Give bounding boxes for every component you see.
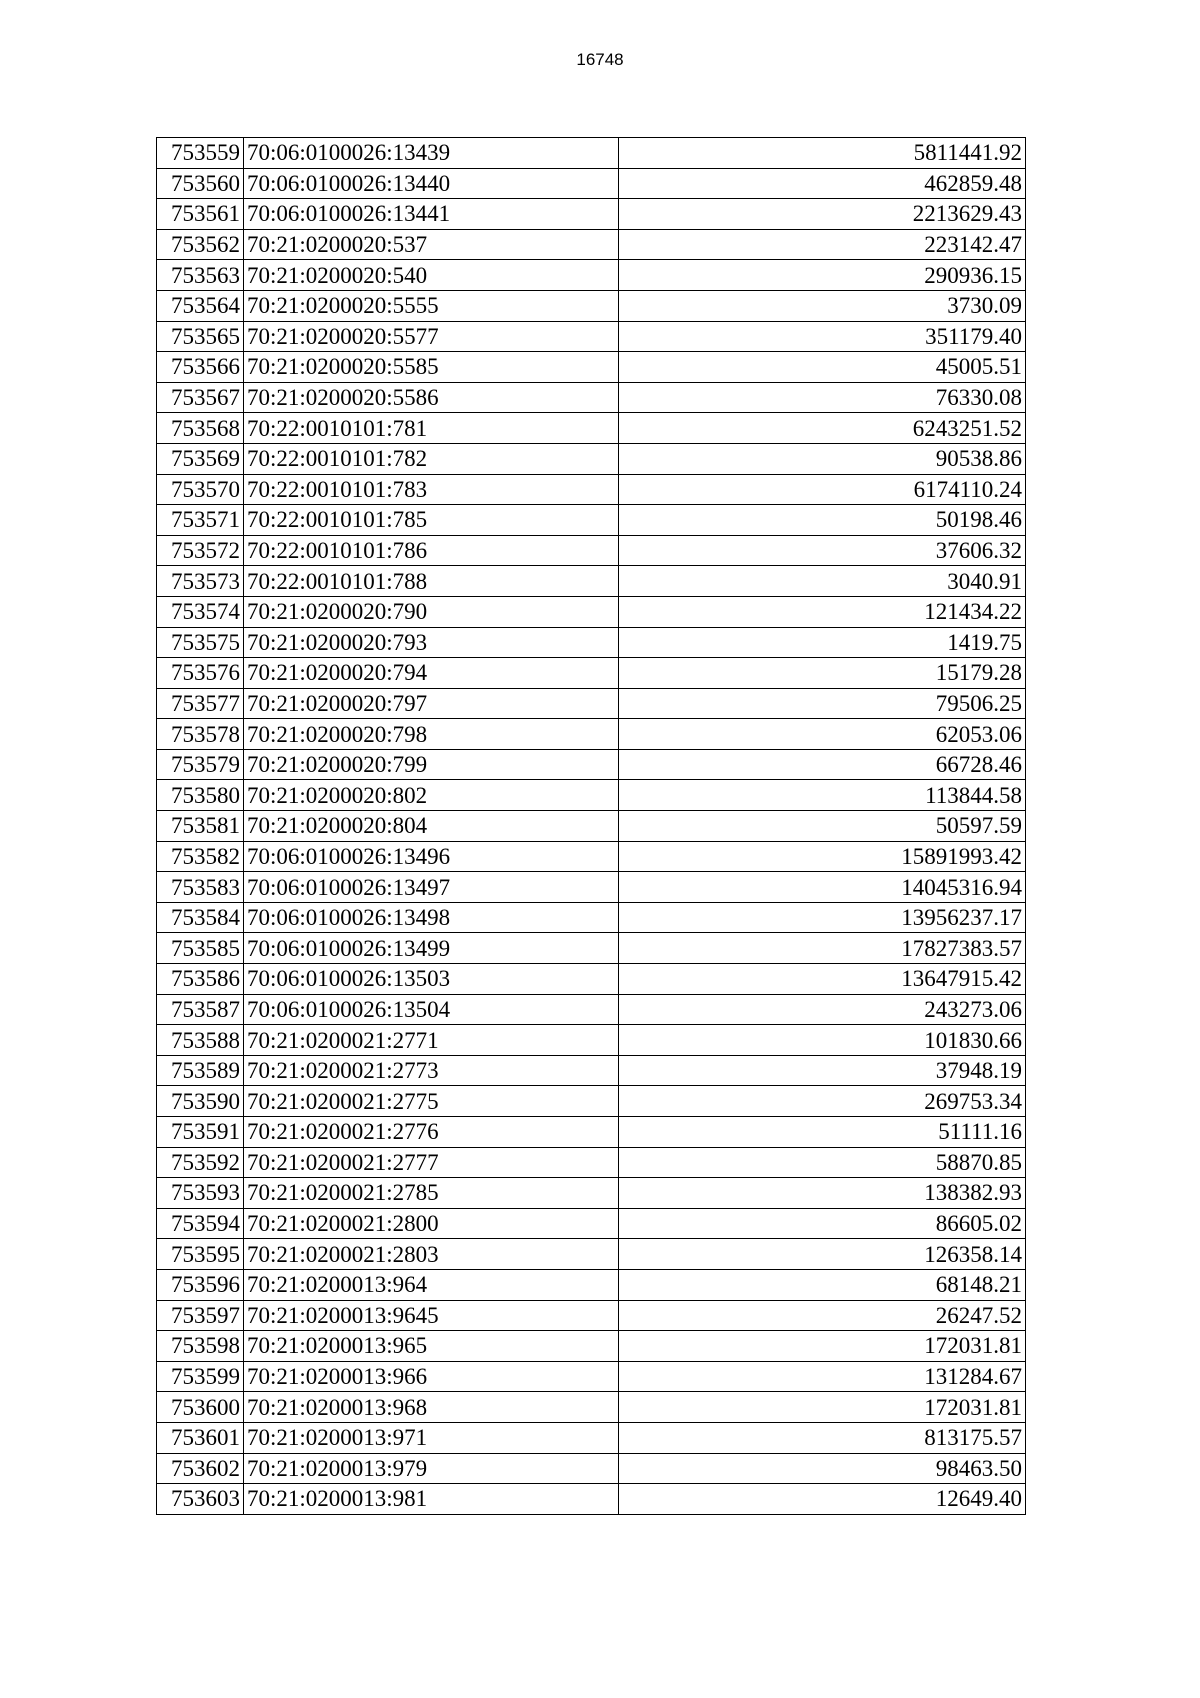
cadastral-value-cell: 131284.67 (619, 1361, 1026, 1392)
table-row (157, 688, 1026, 719)
table-row (157, 841, 1026, 872)
cadastral-value-cell: 3730.09 (619, 290, 1026, 321)
cadastral-number-cell: 70:21:0200021:2785 (244, 1178, 619, 1209)
cadastral-value-cell: 66728.46 (619, 749, 1026, 780)
row-number-cell: 753565 (157, 321, 244, 352)
cadastral-value-cell: 172031.81 (619, 1392, 1026, 1423)
row-number-cell: 753590 (157, 1086, 244, 1117)
cadastral-value-cell: 290936.15 (619, 260, 1026, 291)
table-row (157, 290, 1026, 321)
cadastral-value-cell: 223142.47 (619, 229, 1026, 260)
table-row (157, 1484, 1026, 1515)
cadastral-number-cell: 70:21:0200020:5585 (244, 352, 619, 383)
table-row (157, 1117, 1026, 1148)
row-number-cell: 753588 (157, 1025, 244, 1056)
cadastral-value-cell: 86605.02 (619, 1208, 1026, 1239)
cadastral-number-cell: 70:06:0100026:13497 (244, 872, 619, 903)
table-row (157, 1208, 1026, 1239)
cadastral-number-cell: 70:21:0200013:966 (244, 1361, 619, 1392)
cadastral-number-cell: 70:21:0200021:2800 (244, 1208, 619, 1239)
cadastral-value-cell: 58870.85 (619, 1147, 1026, 1178)
table-row (157, 749, 1026, 780)
row-number-cell: 753570 (157, 474, 244, 505)
cadastral-value-cell: 6243251.52 (619, 413, 1026, 444)
row-number-cell: 753591 (157, 1117, 244, 1148)
row-number-cell: 753583 (157, 872, 244, 903)
cadastral-number-cell: 70:21:0200020:799 (244, 749, 619, 780)
cadastral-number-cell: 70:06:0100026:13499 (244, 933, 619, 964)
cadastral-number-cell: 70:21:0200020:798 (244, 719, 619, 750)
cadastral-number-cell: 70:21:0200021:2803 (244, 1239, 619, 1270)
cadastral-value-cell: 5811441.92 (619, 138, 1026, 169)
cadastral-number-cell: 70:06:0100026:13439 (244, 138, 619, 169)
table-row (157, 902, 1026, 933)
cadastral-value-cell: 37948.19 (619, 1055, 1026, 1086)
cadastral-value-cell: 113844.58 (619, 780, 1026, 811)
cadastral-number-cell: 70:22:0010101:788 (244, 566, 619, 597)
cadastral-number-cell: 70:21:0200020:5586 (244, 382, 619, 413)
row-number-cell: 753560 (157, 168, 244, 199)
row-number-cell: 753562 (157, 229, 244, 260)
cadastral-number-cell: 70:21:0200021:2777 (244, 1147, 619, 1178)
cadastral-value-cell: 15891993.42 (619, 841, 1026, 872)
cadastral-number-cell: 70:22:0010101:781 (244, 413, 619, 444)
cadastral-number-cell: 70:06:0100026:13498 (244, 902, 619, 933)
row-number-cell: 753600 (157, 1392, 244, 1423)
cadastral-value-cell: 51111.16 (619, 1117, 1026, 1148)
table-row (157, 535, 1026, 566)
table-row (157, 505, 1026, 536)
table-row (157, 1361, 1026, 1392)
cadastral-number-cell: 70:21:0200020:540 (244, 260, 619, 291)
cadastral-value-cell: 1419.75 (619, 627, 1026, 658)
cadastral-value-cell: 14045316.94 (619, 872, 1026, 903)
row-number-cell: 753596 (157, 1269, 244, 1300)
table-row (157, 1269, 1026, 1300)
cadastral-number-cell: 70:21:0200013:9645 (244, 1300, 619, 1331)
row-number-cell: 753581 (157, 811, 244, 842)
table-row (157, 1086, 1026, 1117)
table-row (157, 413, 1026, 444)
table-row (157, 1055, 1026, 1086)
row-number-cell: 753568 (157, 413, 244, 444)
row-number-cell: 753577 (157, 688, 244, 719)
cadastral-value-cell: 15179.28 (619, 658, 1026, 689)
cadastral-value-table (156, 137, 1026, 1515)
row-number-cell: 753575 (157, 627, 244, 658)
row-number-cell: 753587 (157, 994, 244, 1025)
cadastral-value-cell: 12649.40 (619, 1484, 1026, 1515)
table-row (157, 138, 1026, 169)
table-row (157, 474, 1026, 505)
row-number-cell: 753593 (157, 1178, 244, 1209)
row-number-cell: 753601 (157, 1422, 244, 1453)
row-number-cell: 753571 (157, 505, 244, 536)
cadastral-value-cell: 138382.93 (619, 1178, 1026, 1209)
cadastral-number-cell: 70:21:0200013:965 (244, 1331, 619, 1362)
cadastral-value-cell: 269753.34 (619, 1086, 1026, 1117)
cadastral-number-cell: 70:21:0200020:802 (244, 780, 619, 811)
row-number-cell: 753597 (157, 1300, 244, 1331)
row-number-cell: 753582 (157, 841, 244, 872)
table-row (157, 199, 1026, 230)
table-row (157, 382, 1026, 413)
table-row (157, 352, 1026, 383)
table-row (157, 933, 1026, 964)
row-number-cell: 753574 (157, 596, 244, 627)
cadastral-number-cell: 70:06:0100026:13503 (244, 964, 619, 995)
cadastral-number-cell: 70:21:0200020:5555 (244, 290, 619, 321)
row-number-cell: 753572 (157, 535, 244, 566)
cadastral-value-cell: 68148.21 (619, 1269, 1026, 1300)
row-number-cell: 753573 (157, 566, 244, 597)
table-body (157, 138, 1026, 1515)
table-row (157, 566, 1026, 597)
table-row (157, 658, 1026, 689)
cadastral-number-cell: 70:06:0100026:13504 (244, 994, 619, 1025)
row-number-cell: 753599 (157, 1361, 244, 1392)
cadastral-value-cell: 79506.25 (619, 688, 1026, 719)
row-number-cell: 753602 (157, 1453, 244, 1484)
row-number-cell: 753561 (157, 199, 244, 230)
row-number-cell: 753584 (157, 902, 244, 933)
cadastral-value-cell: 462859.48 (619, 168, 1026, 199)
cadastral-number-cell: 70:21:0200020:5577 (244, 321, 619, 352)
cadastral-number-cell: 70:21:0200021:2776 (244, 1117, 619, 1148)
row-number-cell: 753595 (157, 1239, 244, 1270)
cadastral-value-cell: 126358.14 (619, 1239, 1026, 1270)
table-row (157, 260, 1026, 291)
cadastral-number-cell: 70:21:0200021:2775 (244, 1086, 619, 1117)
cadastral-value-cell: 13956237.17 (619, 902, 1026, 933)
cadastral-number-cell: 70:21:0200020:794 (244, 658, 619, 689)
table-row (157, 1239, 1026, 1270)
cadastral-value-cell: 351179.40 (619, 321, 1026, 352)
cadastral-value-cell: 62053.06 (619, 719, 1026, 750)
row-number-cell: 753594 (157, 1208, 244, 1239)
cadastral-value-cell: 90538.86 (619, 443, 1026, 474)
cadastral-value-cell: 76330.08 (619, 382, 1026, 413)
cadastral-value-cell: 17827383.57 (619, 933, 1026, 964)
table-row (157, 1331, 1026, 1362)
table-row (157, 964, 1026, 995)
cadastral-value-cell: 121434.22 (619, 596, 1026, 627)
row-number-cell: 753566 (157, 352, 244, 383)
table-row (157, 1178, 1026, 1209)
table-row (157, 994, 1026, 1025)
row-number-cell: 753586 (157, 964, 244, 995)
cadastral-number-cell: 70:21:0200013:964 (244, 1269, 619, 1300)
row-number-cell: 753567 (157, 382, 244, 413)
cadastral-number-cell: 70:22:0010101:785 (244, 505, 619, 536)
cadastral-value-cell: 50597.59 (619, 811, 1026, 842)
cadastral-value-cell: 243273.06 (619, 994, 1026, 1025)
row-number-cell: 753579 (157, 749, 244, 780)
row-number-cell: 753559 (157, 138, 244, 169)
cadastral-value-cell: 98463.50 (619, 1453, 1026, 1484)
cadastral-value-cell: 813175.57 (619, 1422, 1026, 1453)
cadastral-value-cell: 2213629.43 (619, 199, 1026, 230)
table-row (157, 719, 1026, 750)
cadastral-number-cell: 70:21:0200013:971 (244, 1422, 619, 1453)
cadastral-number-cell: 70:21:0200013:968 (244, 1392, 619, 1423)
cadastral-value-cell: 26247.52 (619, 1300, 1026, 1331)
cadastral-number-cell: 70:21:0200021:2771 (244, 1025, 619, 1056)
table-row (157, 596, 1026, 627)
cadastral-value-cell: 50198.46 (619, 505, 1026, 536)
table-row (157, 443, 1026, 474)
row-number-cell: 753564 (157, 290, 244, 321)
cadastral-number-cell: 70:21:0200021:2773 (244, 1055, 619, 1086)
cadastral-number-cell: 70:21:0200020:537 (244, 229, 619, 260)
cadastral-number-cell: 70:06:0100026:13496 (244, 841, 619, 872)
cadastral-value-cell: 45005.51 (619, 352, 1026, 383)
table-row (157, 1453, 1026, 1484)
cadastral-number-cell: 70:06:0100026:13441 (244, 199, 619, 230)
cadastral-number-cell: 70:21:0200020:790 (244, 596, 619, 627)
cadastral-number-cell: 70:22:0010101:782 (244, 443, 619, 474)
cadastral-value-cell: 13647915.42 (619, 964, 1026, 995)
table-row (157, 872, 1026, 903)
table-row (157, 1392, 1026, 1423)
cadastral-number-cell: 70:22:0010101:786 (244, 535, 619, 566)
table-row (157, 1025, 1026, 1056)
cadastral-number-cell: 70:21:0200020:804 (244, 811, 619, 842)
cadastral-number-cell: 70:06:0100026:13440 (244, 168, 619, 199)
cadastral-number-cell: 70:21:0200020:797 (244, 688, 619, 719)
cadastral-number-cell: 70:21:0200020:793 (244, 627, 619, 658)
row-number-cell: 753585 (157, 933, 244, 964)
table-row (157, 229, 1026, 260)
table-row (157, 1300, 1026, 1331)
cadastral-value-cell: 37606.32 (619, 535, 1026, 566)
row-number-cell: 753569 (157, 443, 244, 474)
cadastral-number-cell: 70:21:0200013:979 (244, 1453, 619, 1484)
cadastral-value-cell: 172031.81 (619, 1331, 1026, 1362)
page-number: 16748 (576, 50, 624, 69)
row-number-cell: 753576 (157, 658, 244, 689)
row-number-cell: 753598 (157, 1331, 244, 1362)
row-number-cell: 753592 (157, 1147, 244, 1178)
table-row (157, 321, 1026, 352)
table-row (157, 168, 1026, 199)
cadastral-value-cell: 6174110.24 (619, 474, 1026, 505)
table-row (157, 811, 1026, 842)
cadastral-number-cell: 70:21:0200013:981 (244, 1484, 619, 1515)
table-row (157, 1422, 1026, 1453)
cadastral-value-cell: 3040.91 (619, 566, 1026, 597)
row-number-cell: 753603 (157, 1484, 244, 1515)
table-row (157, 627, 1026, 658)
row-number-cell: 753578 (157, 719, 244, 750)
row-number-cell: 753563 (157, 260, 244, 291)
cadastral-value-cell: 101830.66 (619, 1025, 1026, 1056)
row-number-cell: 753589 (157, 1055, 244, 1086)
table-row (157, 1147, 1026, 1178)
row-number-cell: 753580 (157, 780, 244, 811)
cadastral-number-cell: 70:22:0010101:783 (244, 474, 619, 505)
table-row (157, 780, 1026, 811)
